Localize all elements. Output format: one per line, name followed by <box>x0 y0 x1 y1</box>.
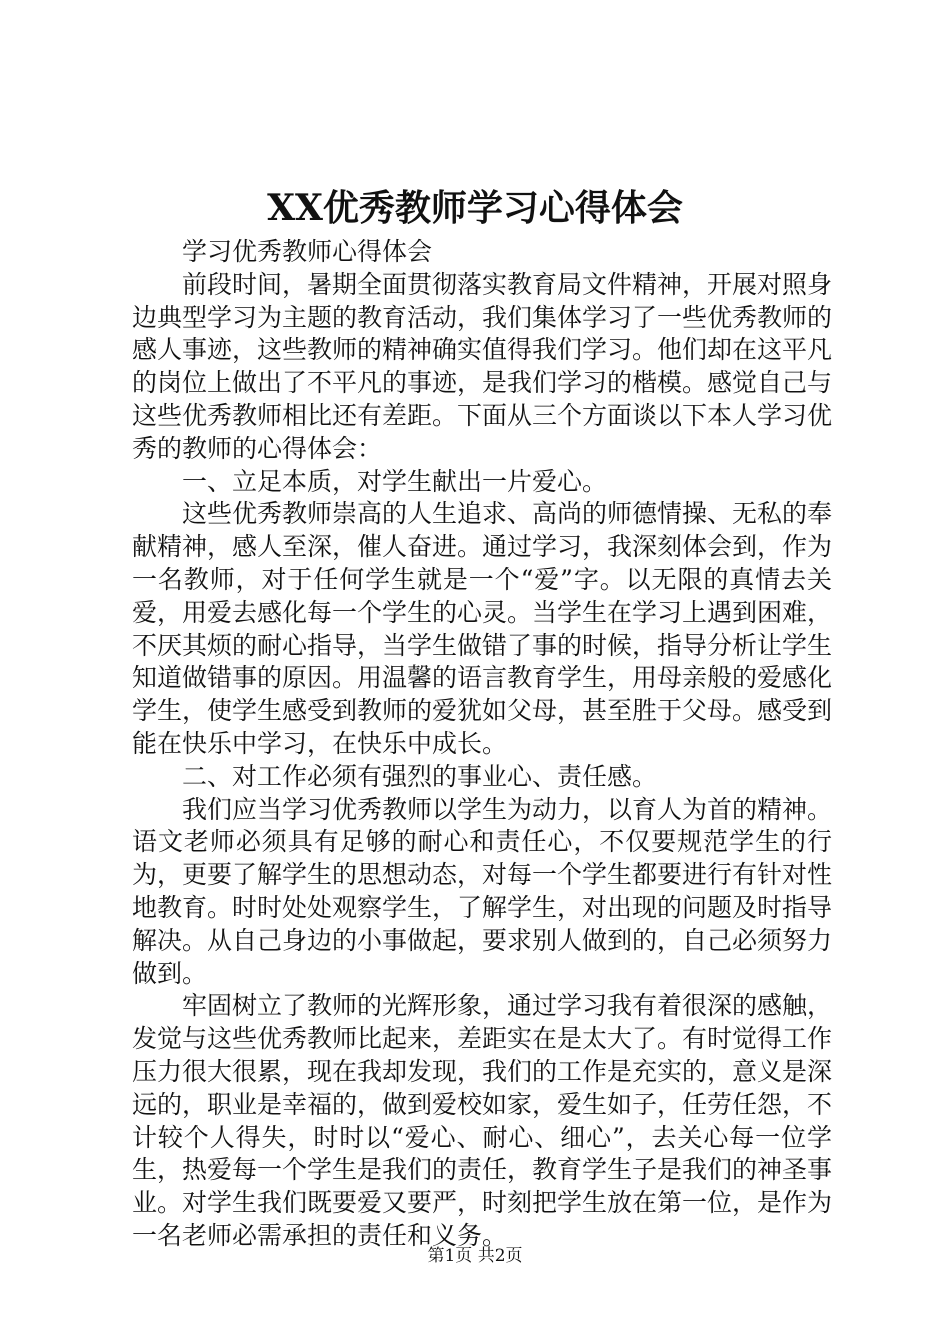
subtitle-paragraph: 学习优秀教师心得体会 <box>182 237 433 266</box>
section-1-paragraph: 这些优秀教师崇高的人生追求、高尚的师德情操、无私的奉献精神，感人至深，催人奋进。通过学习，我深刻体会到，作为一名教师，对于任何学生就是一个“爱”字。以无限的真情去关爱，用爱去感化每一个学生的心灵。当学生在学习上遇到困难，不厌其烦的耐心指导，当学生做错了事的时候，指导分析让学生知道做错事的原因。用温馨的语言教育学生，用母亲般的爱感化学生，使学生感受到教师的爱犹如父母，甚至胜于父母。感受到能在快乐中学习，在快乐中成长。 <box>132 499 833 758</box>
page-number-footer: 第1页 共2页 <box>427 1246 523 1266</box>
section-heading-2: 二、对工作必须有强烈的事业心、责任感。 <box>182 761 658 791</box>
section-2-paragraph: 我们应当学习优秀教师以学生为动力，以育人为首的精神。语文老师必须具有足够的耐心和责任心，不仅要规范学生的行为，更要了解学生的思想动态，对每一个学生都要进行有针对性地教育。时时处处观察学生，了解学生，对出现的问题及时指导解决。从自己身边的小事做起，要求别人做到的，自己必须努力做到。 <box>132 794 833 988</box>
document-title: XX优秀教师学习心得体会 <box>267 187 683 229</box>
document-body <box>132 236 832 1253</box>
intro-paragraph: 前段时间，暑期全面贯彻落实教育局文件精神，开展对照身边典型学习为主题的教育活动，我们集体学习了一些优秀教师的感人事迹，这些教师的精神确实值得我们学习。他们却在这平凡的岗位上做出了不平凡的事迹，是我们学习的楷模。感觉自己与这些优秀教师相比还有差距。下面从三个方面谈以下本人学习优秀的教师的心得体会： <box>132 269 833 463</box>
closing-paragraph: 牢固树立了教师的光辉形象，通过学习我有着很深的感触，发觉与这些优秀教师比起来，差距实在是太大了。有时觉得工作压力很大很累，现在我却发现，我们的工作是充实的，意义是深远的，职业是幸福的，做到爱校如家，爱生如子，任劳任怨，不计较个人得失，时时以“爱心、耐心、细心”，去关心每一位学生，热爱每一个学生是我们的责任，教育学生子是我们的神圣事业。对学生我们既要爱又要严，时刻把学生放在第一位，是作为一名老师必需承担的责任和义务。 <box>132 991 833 1250</box>
section-heading-1: 一、立足本质，对学生献出一片爱心。 <box>182 466 608 496</box>
